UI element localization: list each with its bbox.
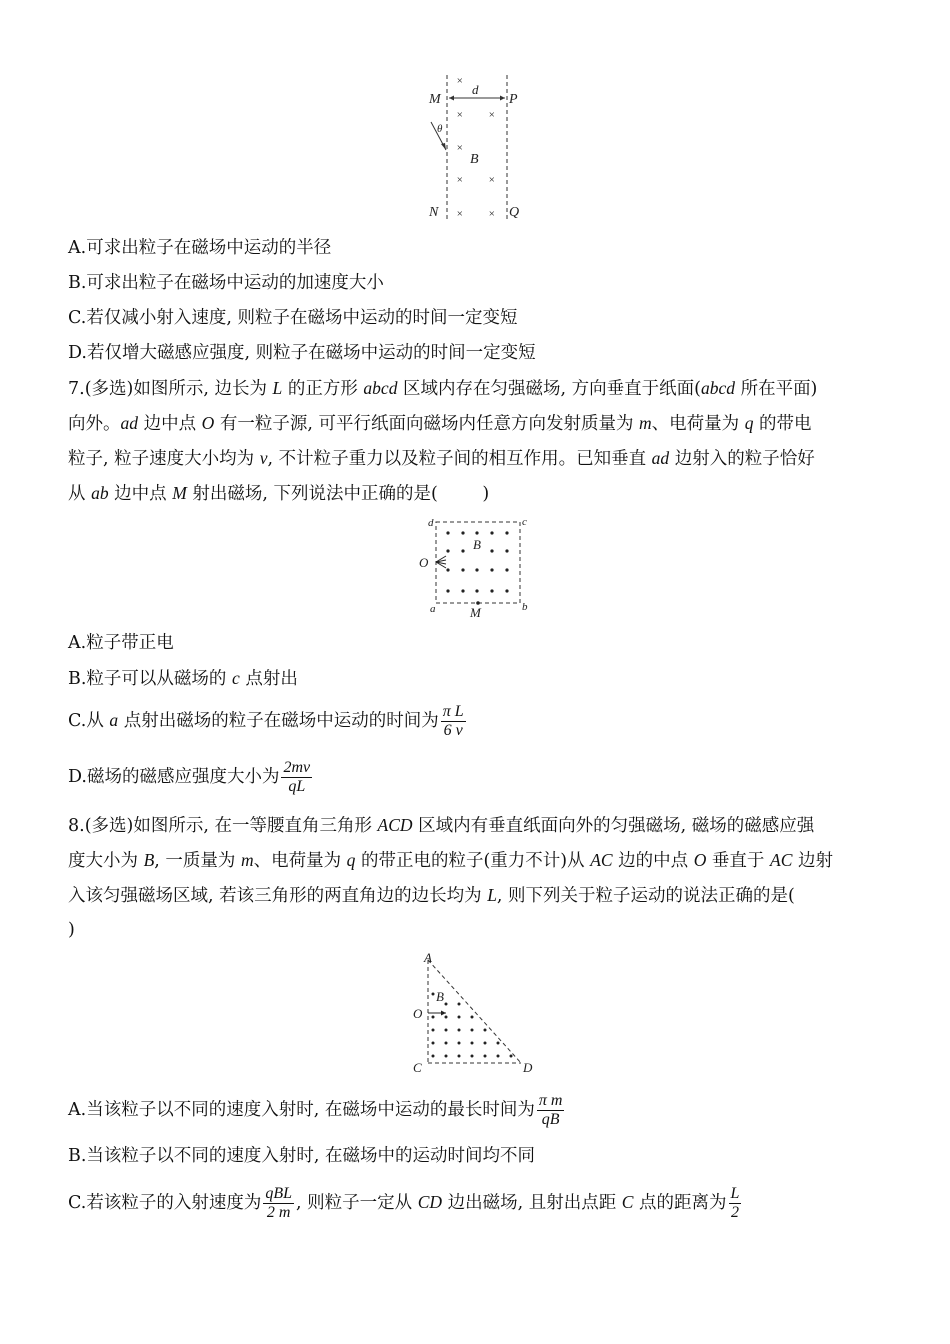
label-b: b [522, 601, 528, 613]
label-B: B [436, 989, 444, 1004]
label-M: M [470, 605, 481, 620]
answer-blank [438, 484, 483, 504]
figure-square-field [416, 512, 536, 620]
svg-text:×: × [488, 208, 496, 220]
q7-option-a: A.粒子带正电 [68, 633, 174, 653]
label-d: d [472, 82, 479, 97]
svg-text:×: × [456, 174, 464, 186]
label-B: B [470, 152, 479, 167]
q8-stem-line4: ) [68, 920, 75, 940]
q8-stem-line1: 8.(多选)如图所示, 在一等腰直角三角形 ACD 区域内有垂直纸面向外的匀强磁场, 磁场的磁感应强 [68, 815, 815, 836]
q6-option-d: D.若仅增大磁感应强度, 则粒子在磁场中运动的时间一定变短 [68, 343, 536, 363]
label-N: N [429, 205, 439, 220]
q6-option-a: A.可求出粒子在磁场中运动的半径 [68, 238, 332, 258]
svg-text:×: × [456, 142, 464, 154]
fraction: $\frac{\text{qBL}}{2 m}$ [265, 1185, 292, 1221]
svg-text:×: × [456, 109, 464, 121]
svg-text:×: × [488, 109, 496, 121]
fraction: $\frac{\text{π m}}{qB}$ [538, 1092, 563, 1128]
label-M: M [429, 92, 441, 107]
q7-option-d: D.磁场的磁感应强度大小为 $\frac{2mv}{qL}$ [68, 759, 311, 795]
label-Q: Q [509, 205, 520, 220]
q8-stem-line2: 度大小为 B, 一质量为 m、电荷量为 q 的带正电的粒子(重力不计)从 AC 边的中点 O 垂直于 AC 边射 [68, 850, 833, 871]
figure-triangle-field [408, 950, 548, 1078]
q8-stem-line3: 入该匀强磁场区域, 若该三角形的两直角边的边长均为 L, 则下列关于粒子运动的说法正确的是( [68, 885, 795, 906]
q7-stem-line2: 向外。ad 边中点 O 有一粒子源, 可平行纸面向磁场内任意方向发射质量为 m、电荷量为 q 的带电 [68, 413, 812, 434]
q6-option-b: B.可求出粒子在磁场中运动的加速度大小 [68, 273, 384, 293]
label-d: d [428, 517, 434, 529]
q7-stem-line3: 粒子, 粒子速度大小均为 v, 不计粒子重力以及粒子间的相互作用。已知垂直 ad 边射入的粒子恰好 [68, 448, 815, 469]
label-c: c [522, 516, 527, 528]
svg-text:×: × [456, 75, 464, 87]
q7-stem-line4: 从 ab 边中点 M 射出磁场, 下列说法中正确的是( ) [68, 483, 490, 504]
q8-option-b: B.当该粒子以不同的速度入射时, 在磁场中的运动时间均不同 [68, 1146, 536, 1166]
label-P: P [509, 92, 518, 107]
fraction: $\frac{2mv}{qL}$ [283, 759, 311, 795]
label-a: a [430, 603, 436, 615]
q7-stem-line1: 7.(多选)如图所示, 边长为 L 的正方形 abcd 区域内存在匀强磁场, 方向垂直于纸面(abcd 所在平面) [68, 378, 818, 399]
q8-option-a: A.当该粒子以不同的速度入射时, 在磁场中运动的最长时间为 $\frac{\text{π m}}{qB}$ [68, 1092, 563, 1128]
label-C: C [413, 1060, 422, 1075]
q6-option-c: C.若仅减小射入速度, 则粒子在磁场中运动的时间一定变短 [68, 308, 518, 328]
label-O: O [419, 555, 429, 570]
source-rays [436, 556, 446, 568]
label-D: D [523, 1060, 533, 1075]
label-B: B [473, 537, 481, 552]
label-theta: θ [437, 123, 443, 135]
fraction: $\frac{L}{2}$ [730, 1185, 740, 1221]
label-O: O [413, 1006, 423, 1021]
fraction: $\frac{\text{π L}}{6 v}$ [442, 703, 464, 739]
q7-option-b: B.粒子可以从磁场的 c 点射出 [68, 668, 298, 689]
svg-text:×: × [456, 208, 464, 220]
q7-option-c: C.从 a 点射出磁场的粒子在磁场中运动的时间为 $\frac{\text{π L}}{6 v}$ [68, 703, 464, 739]
label-A: A [424, 950, 432, 965]
svg-text:×: × [488, 174, 496, 186]
figure-magnetic-strip [420, 70, 540, 225]
q8-option-c: C.若该粒子的入射速度为 $\frac{\text{qBL}}{2 m}$ , 则粒子一定从 CD 边出磁场, 且射出点距 C 点的距离为 $\frac{L}{2}$ [68, 1185, 740, 1221]
